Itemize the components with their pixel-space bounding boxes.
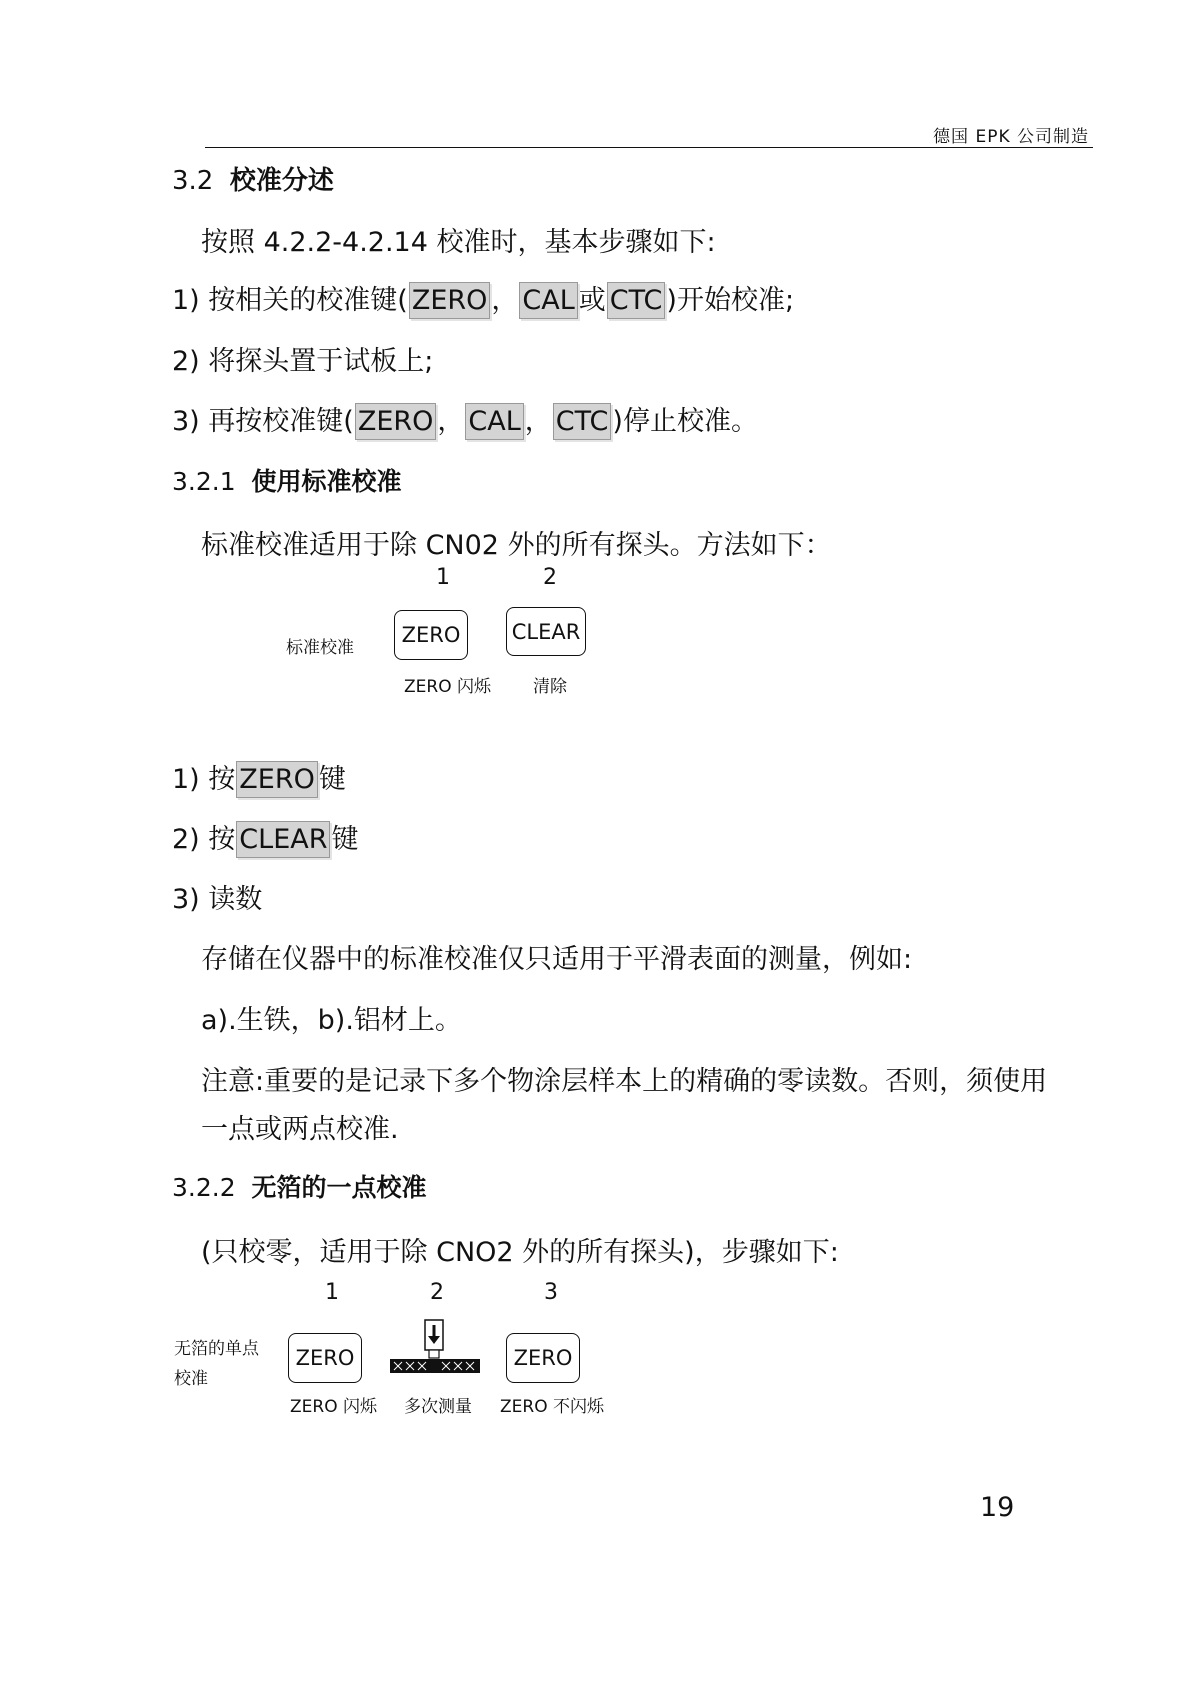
separator: 或 [578, 285, 606, 316]
step-3 [172, 399, 758, 440]
zero-key: ZERO [409, 282, 491, 319]
clear-button: CLEAR [506, 607, 586, 656]
diagram2-step2-number: 2 [430, 1280, 444, 1305]
sub1-para-2: a).生铁，b).铝材上。 [201, 1005, 462, 1036]
clear-key: CLEAR [236, 821, 330, 858]
diagram2-row-label-1: 无箔的单点 [174, 1339, 259, 1359]
zero-key: ZERO [355, 403, 437, 440]
diagram2-caption-2: 多次测量 [404, 1397, 472, 1417]
subsection-heading-321 [172, 462, 402, 498]
subsection-number: 3.2.1 [172, 467, 236, 496]
zero-button: ZERO [506, 1333, 580, 1383]
ctc-key: CTC [607, 282, 666, 319]
diagram1-row-label: 标准校准 [286, 638, 354, 658]
subsection-number: 3.2.2 [172, 1173, 236, 1202]
sub1-intro: 标准校准适用于除 CN02 外的所有探头。方法如下： [201, 530, 832, 561]
note-line-2: 一点或两点校准. [201, 1114, 399, 1145]
step-text: 1) 按 [172, 764, 236, 795]
cal-key: CAL [519, 282, 577, 319]
page-number: 19 [980, 1492, 1015, 1523]
step-suffix: 键 [331, 824, 359, 855]
diagram1-caption-1: ZERO 闪烁 [404, 677, 491, 697]
zero-key: ZERO [236, 761, 318, 798]
ctc-key: CTC [553, 403, 612, 440]
header-rule [205, 147, 1093, 148]
step-suffix: 键 [318, 764, 346, 795]
note-line-1: 注意:重要的是记录下多个物涂层样本上的精确的零读数。否则，须使用 [201, 1066, 1048, 1097]
separator: ， [524, 406, 552, 437]
diagram2-step3-number: 3 [544, 1280, 558, 1305]
step-1-suffix: )开始校准; [666, 285, 795, 316]
sub1-step-1 [172, 757, 346, 798]
diagram2-step1-number: 1 [325, 1280, 339, 1305]
page-header: 德国 EPK 公司制造 [933, 127, 1089, 147]
sub2-intro: (只校零，适用于除 CNO2 外的所有探头)，步骤如下: [201, 1237, 839, 1268]
diagram2-caption-1: ZERO 闪烁 [290, 1397, 377, 1417]
step-3-suffix: )停止校准。 [612, 406, 758, 437]
sub1-step-3: 3) 读数 [172, 884, 263, 915]
sub1-step-2 [172, 817, 358, 858]
step-1 [172, 278, 794, 319]
subsection-heading-322 [172, 1168, 427, 1204]
zero-button: ZERO [394, 610, 468, 660]
diagram1-step2-number: 2 [543, 565, 557, 590]
step-3-text: 3) 再按校准键( [172, 406, 354, 437]
section-number: 3.2 [172, 166, 214, 196]
subsection-title: 使用标准校准 [251, 467, 402, 496]
section-title: 校准分述 [229, 166, 334, 196]
probe-measure-icon [388, 1318, 482, 1380]
diagram1-caption-2: 清除 [533, 677, 567, 697]
separator: ， [491, 285, 519, 316]
cal-key: CAL [465, 403, 523, 440]
separator: ， [437, 406, 465, 437]
diagram2-caption-3: ZERO 不闪烁 [500, 1397, 604, 1417]
zero-button: ZERO [288, 1333, 362, 1383]
step-1-text: 1) 按相关的校准键( [172, 285, 408, 316]
section-heading [172, 160, 334, 197]
subsection-title: 无箔的一点校准 [251, 1173, 427, 1202]
section-intro: 按照 4.2.2-4.2.14 校准时，基本步骤如下: [201, 227, 716, 258]
diagram2-row-label-2: 校准 [174, 1369, 208, 1389]
step-2: 2) 将探头置于试板上; [172, 346, 434, 377]
step-text: 2) 按 [172, 824, 236, 855]
sub1-para-1: 存储在仪器中的标准校准仅只适用于平滑表面的测量，例如: [201, 944, 913, 975]
diagram1-step1-number: 1 [436, 565, 450, 590]
